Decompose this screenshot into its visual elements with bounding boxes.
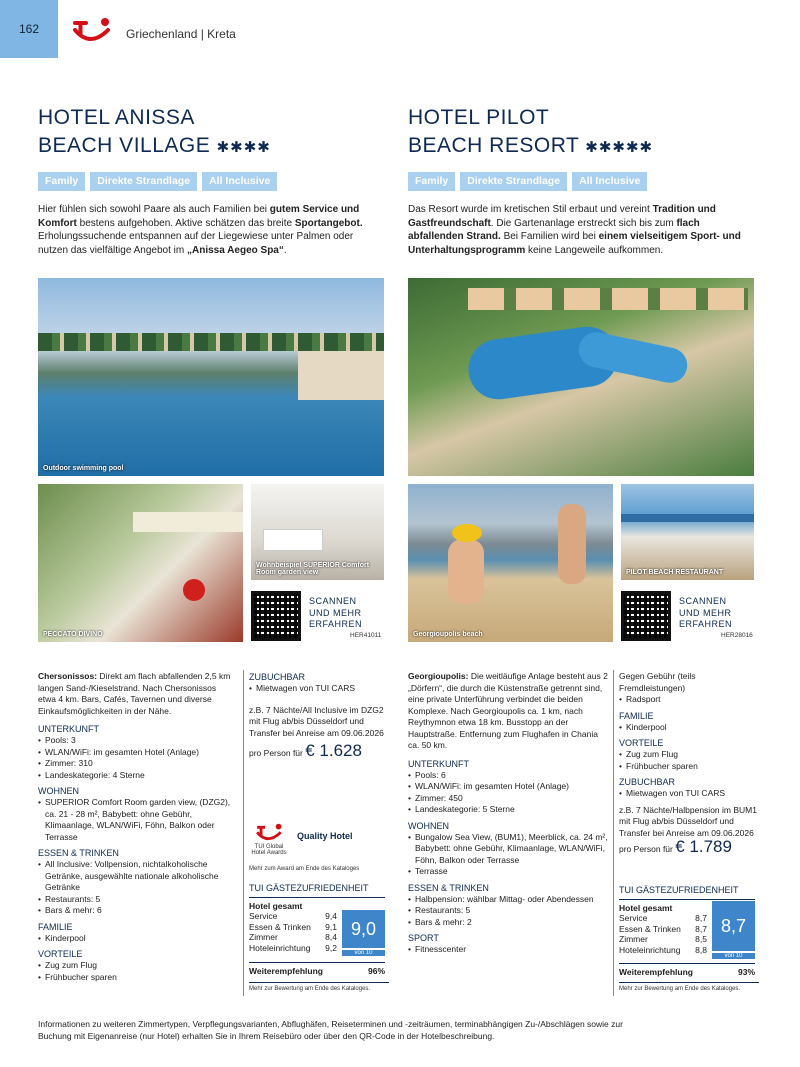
hotel2-title-line2: BEACH RESORT: [408, 134, 579, 157]
rating-row: Service 8,7: [619, 913, 707, 923]
tag-family: Family: [38, 172, 85, 191]
hotel1-booking: [249, 671, 389, 760]
hotel2-tags: [408, 171, 652, 191]
hotel1-pool-photo: [38, 278, 384, 476]
tui-logo: [72, 16, 114, 46]
hotel2-intro: Das Resort wurde im kretischen Stil erbaut und vereint Tradition und Gastfreundschaft. Die Gartenanlage erstreckt sich bis zum flach abfallenden Strand. Bei Familien wird bei einem vielseitigem Sport- und Unterhaltungsprogramm keine Langeweile aufkommen.: [408, 204, 741, 256]
list-item: • Restaurants: 5: [408, 905, 608, 917]
hotel1-location: Chersonissos: Direkt am flach abfallenden 2,5 km langen Sand-/Kieselstrand. Nach Chersonissos etwa 4 km. Bars, Cafés, Tavernen und diverse Einkaufsmöglichkeiten in der Nähe.: [38, 671, 231, 716]
footer-note: Informationen zu weiteren Zimmertypen, Verpflegungsvarianten, Abflughäfen, Reiseterminen und -zeiträumen, terminabhängigen Zu-/Abschlägen sowie zur Buchung mit Eigenanreise (nur Hotel) erhalten Sie in Ihrem Reisebüro oder über den QR-Code in der Hotelbeschreibung.: [38, 1019, 623, 1041]
section-heading: WOHNEN: [408, 820, 449, 831]
hotel2-qr-code[interactable]: [621, 591, 671, 641]
caption-restaurant: PECCATO DIVINO: [43, 631, 103, 638]
list-item: • Terrasse: [408, 866, 608, 878]
list-item: • Zimmer: 450: [408, 793, 608, 805]
list-item: • Landeskategorie: 4 Sterne: [38, 770, 236, 782]
hotel2-title-line1: HOTEL PILOT: [408, 106, 550, 129]
section-heading: FAMILIE: [38, 921, 73, 932]
hotel2-price: pro Person für € 1.789: [619, 837, 732, 856]
hotel2-booking: [619, 671, 759, 856]
hotel1-tags: [38, 171, 282, 191]
rating-row: Hoteleinrichtung 8,8: [619, 944, 707, 955]
section-heading: FAMILIE: [619, 710, 654, 721]
rating-row: Zimmer 8,5: [619, 934, 707, 944]
score-scale: von 10: [712, 953, 755, 959]
score-badge: 9,0: [342, 910, 385, 948]
list-item: • Mietwagen von TUI CARS: [249, 683, 389, 695]
list-item: • Radsport: [619, 694, 759, 706]
hotel2-beach-photo: [408, 484, 613, 642]
section-heading: VORTEILE: [38, 949, 83, 959]
hotel1-details: [38, 671, 236, 983]
hotel1-code: HER41011: [350, 632, 382, 639]
section-heading: SPORT: [408, 933, 439, 943]
list-item: • Pools: 3: [38, 735, 236, 747]
hotel1-intro: Hier fühlen sich sowohl Paare als auch Familien bei gutem Service und Komfort bestens aufgehoben. Aktive schätzen das breite Sportangebot. Erholungssuchende entspannen auf der Liegewiese unter Palmen oder nutzen das vielfältige Angebot im „Anissa Aegeo Spa“.: [38, 204, 363, 256]
hotel1-restaurant-photo: [38, 484, 243, 642]
list-item: • Fitnesscenter: [408, 944, 608, 956]
award-title: Quality Hotel: [297, 831, 353, 841]
award-subtitle: TUI Global Hotel Awards: [251, 844, 287, 856]
list-item: • SUPERIOR Comfort Room garden view, (DZG2), ca. 21 - 28 m², Babybett: ohne Gebühr, Klimaanlage, WLAN/WiFi, Föhn, Balkon oder Terrasse: [38, 797, 236, 843]
score-scale: von 10: [342, 950, 385, 956]
recommend-row: Weiterempfehlung 93%: [619, 963, 755, 977]
tag-family: Family: [408, 172, 455, 191]
section-heading: ZUBUCHBAR: [249, 672, 306, 682]
hotel2-title: [408, 104, 758, 162]
award-note: Mehr zum Award am Ende des Kataloges: [249, 866, 360, 872]
rating-row: Zimmer 8,4: [249, 932, 337, 942]
list-item: • Mietwagen von TUI CARS: [619, 788, 759, 800]
section-heading: ZUBUCHBAR: [619, 777, 676, 787]
hotel2-code: HER28016: [721, 632, 753, 639]
list-item: • Frühbucher sparen: [38, 972, 236, 984]
tag-all-inclusive: All Inclusive: [202, 172, 277, 191]
caption-pool: Outdoor swimming pool: [43, 465, 124, 472]
hotel1-room-photo: [251, 484, 384, 580]
section-heading: WOHNEN: [38, 786, 79, 796]
hotel1-offer: z.B. 7 Nächte/All Inclusive im DZG2 mit Flug ab/bis Düsseldorf und Transfer bei Anreise am 09.06.2026: [249, 704, 384, 738]
divider: [613, 670, 614, 996]
caption-room: Wohnbeispiel SUPERIOR Comfort Room garden view: [256, 562, 370, 576]
rating-total-label: Hotel gesamt: [249, 901, 303, 911]
rating-row: Hoteleinrichtung 9,2: [249, 942, 337, 953]
divider: [243, 670, 244, 996]
hotel2-location: Georgioupolis: Die weitläufige Anlage besteht aus 2 „Dörfern“, die durch die Küstenstraße getrennt sind, eine private Unterführung verbindet die beiden Komplexe. Nach Georgioupolis ca. 1 km, nach Reythymnon etwa 18 km. Busstopp an der Hauptstraße. Entfernung zum Flughafen in Chania ca. 50 km.: [408, 671, 608, 750]
list-item: • Zug zum Flug: [38, 960, 236, 972]
section-heading: ESSEN & TRINKEN: [38, 848, 119, 858]
rating-note: Mehr zur Bewertung am Ende des Kataloges.: [619, 982, 759, 992]
caption-beach: Georgioupolis beach: [413, 631, 483, 638]
rating-row: Service 9,4: [249, 911, 337, 921]
list-item: • Frühbucher sparen: [619, 761, 759, 773]
satisfaction-heading: TUI GÄSTEZUFRIEDENHEIT: [619, 885, 739, 895]
hotel1-title: [38, 104, 388, 162]
hotel1-qr-code[interactable]: [251, 591, 301, 641]
list-item: • WLAN/WiFi: im gesamten Hotel (Anlage): [408, 781, 608, 793]
hotel1-title-line2: BEACH VILLAGE: [38, 134, 211, 157]
rating-row: Essen & Trinken 9,1: [249, 921, 337, 932]
hotel2-restaurant-photo: [621, 484, 754, 580]
hotel2-offer: z.B. 7 Nächte/Halbpension im BUM1 mit Flug ab/bis Düsseldorf und Transfer bei Anreise am 09.06.2026: [619, 804, 757, 838]
list-item: • Landeskategorie: 5 Sterne: [408, 804, 608, 816]
list-item: • Pools: 6: [408, 770, 608, 782]
rating-total-label: Hotel gesamt: [619, 903, 673, 913]
hotel2-details: [408, 671, 608, 956]
list-item: • All Inclusive: Vollpension, nichtalkoholische Getränke, ausgewählte nationale alkoholische Getränke: [38, 859, 236, 894]
hotel1-scan-text: SCANNEN UND MEHR ERFAHREN: [309, 596, 363, 629]
tag-all-inclusive: All Inclusive: [572, 172, 647, 191]
score-badge: 8,7: [712, 901, 755, 951]
caption-restaurant: PILOT BEACH RESTAURANT: [626, 569, 724, 576]
list-item: • Zimmer: 310: [38, 758, 236, 770]
list-item: • Bars & mehr: 2: [408, 917, 608, 929]
section-heading: UNTERKUNFT: [38, 724, 99, 734]
list-item: • Bungalow Sea View, (BUM1), Meerblick, ca. 24 m², Babybett: ohne Gebühr, Klimaanlage, WLAN/WiFi, Föhn, Balkon oder Terrasse: [408, 832, 608, 867]
hotel1-price: pro Person für € 1.628: [249, 741, 362, 760]
tag-beach: Direkte Strandlage: [460, 172, 567, 191]
satisfaction-heading: TUI GÄSTEZUFRIEDENHEIT: [249, 883, 369, 893]
list-item: • WLAN/WiFi: im gesamten Hotel (Anlage): [38, 747, 236, 759]
hotel1-title-line1: HOTEL ANISSA: [38, 106, 195, 129]
hotel2-scan-text: SCANNEN UND MEHR ERFAHREN: [679, 596, 733, 629]
rating-note: Mehr zur Bewertung am Ende des Kataloges.: [249, 982, 389, 992]
page-number: 162: [0, 0, 58, 58]
list-item: • Kinderpool: [38, 933, 236, 945]
recommend-row: Weiterempfehlung 96%: [249, 962, 385, 976]
hotel2-aerial-photo: [408, 278, 754, 476]
list-item: • Bars & mehr: 6: [38, 905, 236, 917]
hotel1-stars: ✱✱✱✱: [216, 139, 271, 156]
tui-award-icon: [255, 822, 285, 844]
hotel2-stars: ✱✱✱✱✱: [585, 139, 654, 156]
fee-note: Gegen Gebühr (teils Fremdleistungen): [619, 671, 696, 693]
list-item: • Halbpension: wählbar Mittag- oder Abendessen: [408, 894, 608, 906]
breadcrumb: Griechenland | Kreta: [126, 27, 236, 41]
section-heading: UNTERKUNFT: [408, 758, 469, 769]
list-item: • Restaurants: 5: [38, 894, 236, 906]
section-heading: VORTEILE: [619, 738, 664, 748]
rating-row: Essen & Trinken 8,7: [619, 923, 707, 934]
list-item: • Zug zum Flug: [619, 749, 759, 761]
tag-beach: Direkte Strandlage: [90, 172, 197, 191]
list-item: • Kinderpool: [619, 722, 759, 734]
section-heading: ESSEN & TRINKEN: [408, 882, 489, 893]
award-badge: [249, 822, 389, 864]
